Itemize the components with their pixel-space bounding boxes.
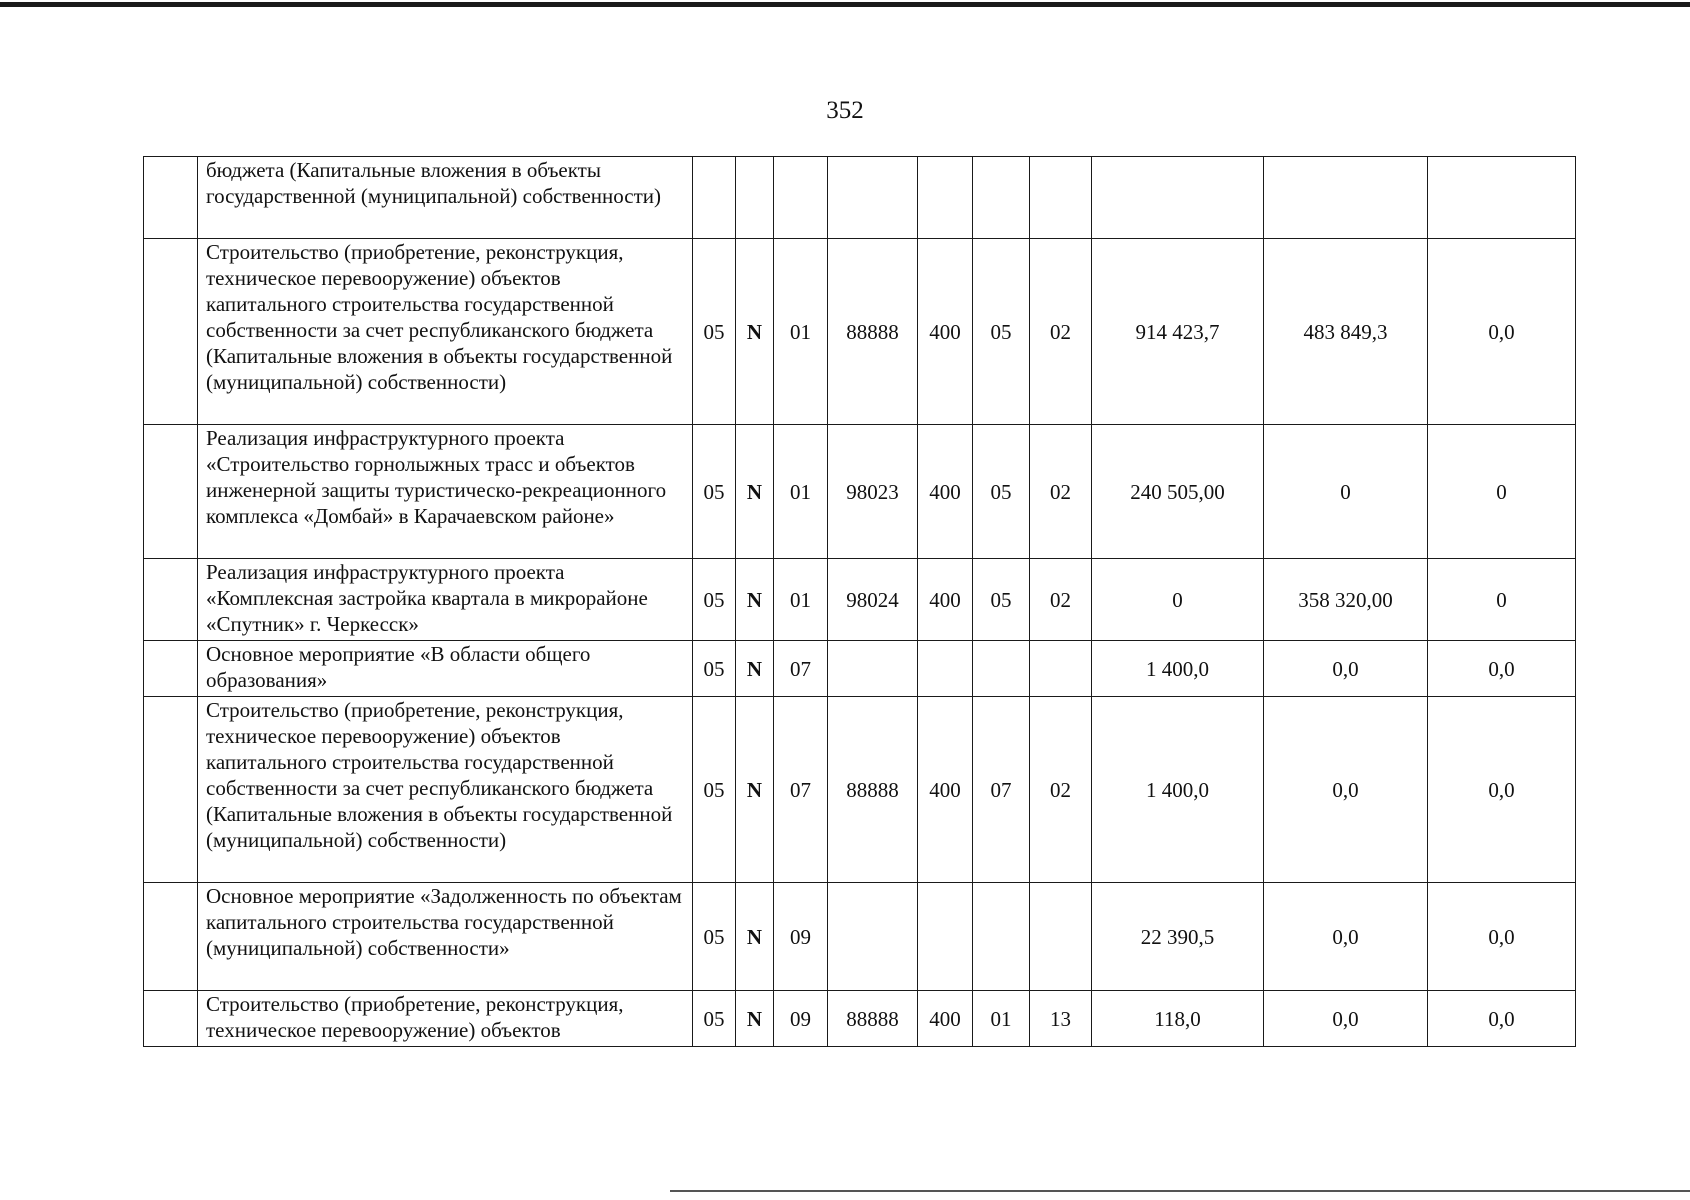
- code-cell: 01: [973, 991, 1030, 1047]
- code-cell: 02: [1030, 425, 1092, 559]
- code-cell: 05: [973, 239, 1030, 425]
- amount-cell: 0,0: [1428, 883, 1576, 991]
- code-cell: [973, 157, 1030, 239]
- code-cell: 13: [1030, 991, 1092, 1047]
- item-name: Реализация инфраструктурного проекта «Строительство горнолыжных трасс и объектов инженерной защиты туристическо-рекреационного комплекса «Домбай» в Карачаевском районе»: [198, 425, 693, 559]
- item-name: Строительство (приобретение, реконструкция, техническое перевооружение) объектов капитального строительства государственной собственности за счет республиканского бюджета (Капитальные вложения в объекты государственной (муниципальной) собственности): [198, 239, 693, 425]
- code-cell: 01: [774, 425, 828, 559]
- code-cell: 07: [774, 697, 828, 883]
- code-cell: 400: [918, 697, 973, 883]
- code-cell: 98024: [828, 559, 918, 641]
- code-cell: 07: [973, 697, 1030, 883]
- code-cell: [828, 157, 918, 239]
- code-cell: 05: [693, 425, 736, 559]
- code-cell: 400: [918, 239, 973, 425]
- code-cell: [828, 641, 918, 697]
- row-index-cell: [144, 239, 198, 425]
- code-cell: 05: [693, 559, 736, 641]
- code-cell: 400: [918, 425, 973, 559]
- item-name: бюджета (Капитальные вложения в объекты государственной (муниципальной) собственности): [198, 157, 693, 239]
- code-cell: 400: [918, 559, 973, 641]
- amount-cell: 0,0: [1428, 991, 1576, 1047]
- table-row: [144, 425, 1576, 559]
- code-cell: [828, 883, 918, 991]
- budget-table: [143, 156, 1576, 1047]
- amount-cell: 0,0: [1428, 641, 1576, 697]
- code-cell: 05: [693, 883, 736, 991]
- row-index-cell: [144, 991, 198, 1047]
- amount-cell: 0,0: [1264, 883, 1428, 991]
- code-cell: 02: [1030, 239, 1092, 425]
- item-name: Строительство (приобретение, реконструкция, техническое перевооружение) объектов капитального строительства государственной собственности за счет республиканского бюджета (Капитальные вложения в объекты государственной (муниципальной) собственности): [198, 697, 693, 883]
- code-cell: [1030, 883, 1092, 991]
- table-row: [144, 697, 1576, 883]
- code-cell: 09: [774, 883, 828, 991]
- code-cell: 05: [693, 697, 736, 883]
- table-row: [144, 883, 1576, 991]
- code-cell: 400: [918, 991, 973, 1047]
- code-cell: [973, 641, 1030, 697]
- code-cell: N: [736, 239, 774, 425]
- amount-cell: 1 400,0: [1092, 641, 1264, 697]
- amount-cell: 0,0: [1264, 991, 1428, 1047]
- page-number: 352: [826, 97, 864, 124]
- amount-cell: [1428, 157, 1576, 239]
- table-row: [144, 991, 1576, 1047]
- code-cell: 88888: [828, 697, 918, 883]
- code-cell: [1030, 641, 1092, 697]
- row-index-cell: [144, 883, 198, 991]
- code-cell: [693, 157, 736, 239]
- code-cell: 88888: [828, 239, 918, 425]
- amount-cell: 0: [1092, 559, 1264, 641]
- code-cell: [918, 883, 973, 991]
- code-cell: [1030, 157, 1092, 239]
- code-cell: N: [736, 697, 774, 883]
- item-name: Реализация инфраструктурного проекта «Комплексная застройка квартала в микрорайоне «Спутник» г. Черкесск»: [198, 559, 693, 641]
- amount-cell: 914 423,7: [1092, 239, 1264, 425]
- amount-cell: 0,0: [1428, 239, 1576, 425]
- amount-cell: 240 505,00: [1092, 425, 1264, 559]
- code-cell: 05: [693, 239, 736, 425]
- item-name: Основное мероприятие «Задолженность по объектам капитального строительства государственной (муниципальной) собственности»: [198, 883, 693, 991]
- amount-cell: 0: [1264, 425, 1428, 559]
- code-cell: [774, 157, 828, 239]
- code-cell: N: [736, 559, 774, 641]
- amount-cell: 0,0: [1264, 697, 1428, 883]
- amount-cell: 0: [1428, 425, 1576, 559]
- amount-cell: 118,0: [1092, 991, 1264, 1047]
- code-cell: 01: [774, 239, 828, 425]
- table-row: [144, 559, 1576, 641]
- amount-cell: 0: [1428, 559, 1576, 641]
- code-cell: N: [736, 991, 774, 1047]
- code-cell: [918, 157, 973, 239]
- code-cell: 05: [973, 425, 1030, 559]
- code-cell: N: [736, 641, 774, 697]
- row-index-cell: [144, 425, 198, 559]
- amount-cell: 0,0: [1264, 641, 1428, 697]
- code-cell: 01: [774, 559, 828, 641]
- item-name: Основное мероприятие «В области общего образования»: [198, 641, 693, 697]
- code-cell: 05: [693, 991, 736, 1047]
- code-cell: 02: [1030, 697, 1092, 883]
- amount-cell: [1264, 157, 1428, 239]
- amount-cell: 1 400,0: [1092, 697, 1264, 883]
- code-cell: 09: [774, 991, 828, 1047]
- code-cell: N: [736, 883, 774, 991]
- row-index-cell: [144, 157, 198, 239]
- row-index-cell: [144, 697, 198, 883]
- table-row: [144, 239, 1576, 425]
- code-cell: 05: [693, 641, 736, 697]
- table-row: [144, 641, 1576, 697]
- code-cell: 98023: [828, 425, 918, 559]
- code-cell: 05: [973, 559, 1030, 641]
- row-index-cell: [144, 559, 198, 641]
- amount-cell: 0,0: [1428, 697, 1576, 883]
- code-cell: [918, 641, 973, 697]
- code-cell: [736, 157, 774, 239]
- amount-cell: 483 849,3: [1264, 239, 1428, 425]
- amount-cell: 358 320,00: [1264, 559, 1428, 641]
- amount-cell: 22 390,5: [1092, 883, 1264, 991]
- code-cell: [973, 883, 1030, 991]
- amount-cell: [1092, 157, 1264, 239]
- code-cell: 07: [774, 641, 828, 697]
- scan-edge-bottom: [670, 1190, 1690, 1192]
- code-cell: 02: [1030, 559, 1092, 641]
- item-name: Строительство (приобретение, реконструкция, техническое перевооружение) объектов: [198, 991, 693, 1047]
- code-cell: 88888: [828, 991, 918, 1047]
- row-index-cell: [144, 641, 198, 697]
- table-row: [144, 157, 1576, 239]
- code-cell: N: [736, 425, 774, 559]
- scan-edge-top: [0, 2, 1690, 7]
